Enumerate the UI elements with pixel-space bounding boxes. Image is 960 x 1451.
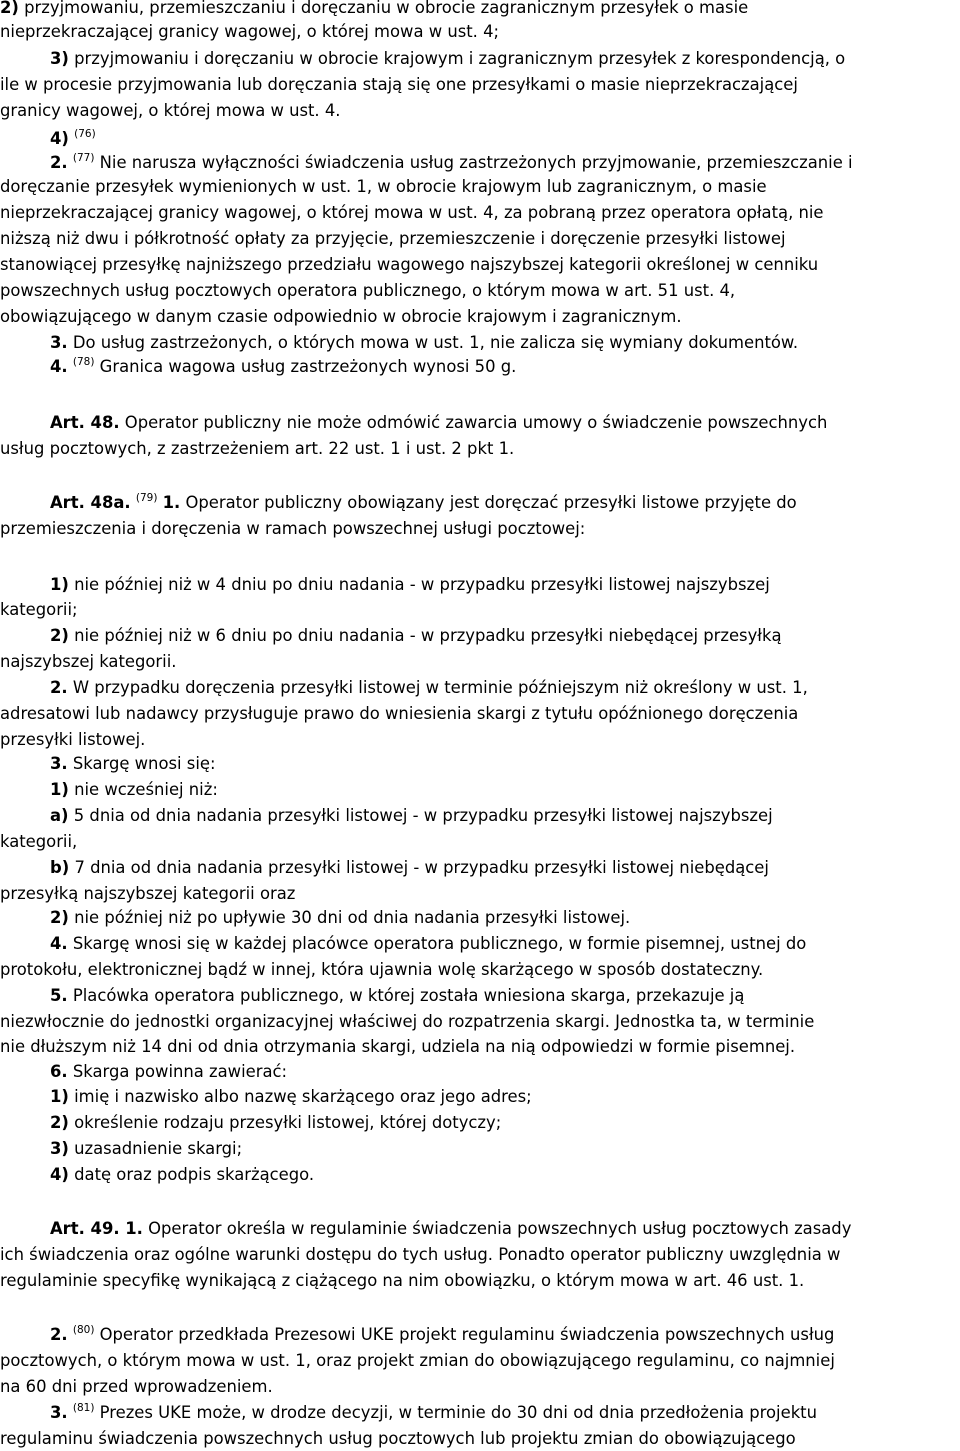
text-run: Prezes UKE może, w drodze decyzji, w terminie do 30 dni od dnia przedłożenia projektu	[94, 1403, 818, 1422]
text-line	[50, 752, 215, 776]
bold-marker: 4)	[50, 129, 69, 148]
text-line	[50, 1060, 287, 1084]
text-line	[0, 650, 176, 674]
text-run: 5 dnia od dnia nadania przesyłki listowej - w przypadku przesyłki listowej najszybszej	[68, 806, 773, 825]
text-line	[0, 728, 145, 752]
text-line	[0, 830, 77, 854]
text-run: przesyłką najszybszej kategorii oraz	[0, 884, 296, 903]
text-line	[50, 1323, 834, 1347]
text-line	[50, 411, 827, 435]
text-line	[50, 676, 808, 700]
text-line	[0, 279, 735, 303]
text-run: powszechnych usług pocztowych operatora publicznego, o którym mowa w art. 51 ust. 4,	[0, 281, 736, 300]
text-run: imię i nazwisko albo nazwę skarżącego oraz jego adres;	[68, 1087, 532, 1106]
text-run: kategorii,	[0, 832, 78, 851]
text-line	[50, 984, 744, 1008]
text-line	[0, 598, 78, 622]
text-run: datę oraz podpis skarżącego.	[68, 1165, 315, 1184]
text-line	[50, 1163, 314, 1187]
text-run: Operator publiczny nie może odmówić zawarcia umowy o świadczenie powszechnych	[119, 413, 828, 432]
text-run: niższą niż dwu i półkrotność opłaty za przyjęcie, przemieszczenie i doręczenie przesyłki listowej	[0, 229, 786, 248]
text-run: regulaminu świadczenia powszechnych usług pocztowych lub projektu zmian do obowiązującego	[0, 1429, 796, 1448]
text-run: ile w procesie przyjmowania lub doręczania stają się one przesyłkami o masie nieprzekraczającej	[0, 75, 798, 94]
text-run: przyjmowaniu i doręczaniu w obrocie krajowym i zagranicznym przesyłek z korespondencją, o	[68, 49, 846, 68]
bold-marker: 2.	[50, 153, 68, 172]
text-run: stanowiącej przesyłkę najniższego przedziału wagowego najszybszej kategorii określonej w cenniku	[0, 255, 819, 274]
footnote-ref: (81)	[72, 1402, 95, 1414]
text-line	[50, 1085, 532, 1109]
text-line	[0, 20, 499, 44]
bold-marker: 4)	[50, 1165, 69, 1184]
bold-marker: 4.	[50, 357, 68, 376]
bold-marker: 1)	[50, 1087, 69, 1106]
text-line	[0, 253, 818, 277]
text-line	[0, 73, 798, 97]
text-run: przemieszczenia i doręczenia w ramach powszechnej usługi pocztowej:	[0, 519, 586, 538]
bold-marker: 2.	[50, 1325, 68, 1344]
text-run: na 60 dni przed wprowadzeniem.	[0, 1377, 273, 1396]
bold-marker: Art. 48.	[50, 413, 120, 432]
text-run: 7 dnia od dnia nadania przesyłki listowej - w przypadku przesyłki listowej niebędącej	[69, 858, 769, 877]
text-run: Placówka operatora publicznego, w której została wniesiona skarga, przekazuje ją	[67, 986, 745, 1005]
text-run: regulaminie specyfikę wynikającą z ciążącego na nim obowiązku, o którym mowa w art. 46 ust. 1.	[0, 1271, 805, 1290]
text-run: przesyłki listowej.	[0, 730, 146, 749]
text-line	[50, 573, 770, 597]
bold-marker: 5.	[50, 986, 68, 1005]
text-line	[50, 47, 845, 71]
text-line	[50, 1137, 242, 1161]
text-run: adresatowi lub nadawcy przysługuje prawo do wniesienia skargi z tytułu opóźnionego doręczenia	[0, 704, 799, 723]
text-line	[0, 958, 763, 982]
text-run: Skarga powinna zawierać:	[67, 1062, 288, 1081]
text-run: Nie narusza wyłączności świadczenia usług zastrzeżonych przyjmowanie, przemieszczanie i	[94, 153, 853, 172]
bold-marker: 3)	[50, 49, 69, 68]
bold-marker: 1)	[50, 780, 69, 799]
text-line	[50, 804, 773, 828]
bold-marker: Art. 49. 1.	[50, 1219, 143, 1238]
text-run: Granica wagowa usług zastrzeżonych wynosi 50 g.	[94, 357, 517, 376]
text-run: usług pocztowych, z zastrzeżeniem art. 22 ust. 1 i ust. 2 pkt 1.	[0, 439, 515, 458]
text-line	[50, 778, 218, 802]
bold-marker: 2)	[50, 1113, 69, 1132]
text-line	[50, 355, 516, 379]
text-run: pocztowych, o którym mowa w ust. 1, oraz projekt zmian do obowiązującego regulaminu, co najmniej	[0, 1351, 835, 1370]
bold-marker: 1)	[50, 575, 69, 594]
text-line	[50, 906, 630, 930]
text-run: przyjmowaniu, przemieszczaniu i doręczaniu w obrocie zagranicznym przesyłek o masie	[18, 0, 749, 17]
text-line	[0, 1427, 796, 1451]
text-line	[50, 127, 96, 151]
text-line	[50, 331, 798, 355]
bold-marker: 2)	[0, 0, 19, 17]
bold-marker: 3.	[50, 1403, 68, 1422]
text-run: nie później niż w 6 dniu po dniu nadania - w przypadku przesyłki niebędącej przesyłką	[68, 626, 782, 645]
text-run: nieprzekraczającej granicy wagowej, o której mowa w ust. 4;	[0, 22, 500, 41]
bold-marker: 3)	[50, 1139, 69, 1158]
footnote-ref: (78)	[72, 356, 95, 368]
bold-marker: 1.	[162, 493, 181, 512]
text-line	[0, 227, 786, 251]
text-line	[0, 1349, 835, 1373]
bold-marker: 4.	[50, 934, 68, 953]
text-run: Skargę wnosi się:	[67, 754, 216, 773]
text-run: obowiązującego w danym czasie odpowiednio w obrocie krajowym i zagranicznym.	[0, 307, 682, 326]
text-run: nie wcześniej niż:	[68, 780, 218, 799]
text-line	[50, 856, 769, 880]
text-run: Operator przedkłada Prezesowi UKE projekt regulaminu świadczenia powszechnych usług	[94, 1325, 835, 1344]
text-line	[0, 99, 341, 123]
text-line	[0, 517, 585, 541]
bold-marker: b)	[50, 858, 70, 877]
text-line	[0, 1035, 795, 1059]
text-line	[50, 151, 853, 175]
text-line	[50, 491, 797, 515]
text-line	[0, 1243, 840, 1267]
text-run: nieprzekraczającej granicy wagowej, o której mowa w ust. 4, za pobraną przez operatora opłatą, nie	[0, 203, 824, 222]
text-run: uzasadnienie skargi;	[68, 1139, 243, 1158]
text-run: nie później niż w 4 dniu po dniu nadania - w przypadku przesyłki listowej najszybszej	[68, 575, 770, 594]
text-run: doręczanie przesyłek wymienionych w ust. 1, w obrocie krajowym lub zagranicznym, o masie	[0, 177, 767, 196]
text-line	[0, 702, 798, 726]
bold-marker: 2.	[50, 678, 68, 697]
bold-marker: 3.	[50, 333, 68, 352]
text-line	[0, 305, 682, 329]
text-run: W przypadku doręczenia przesyłki listowej w terminie późniejszym niż określony w ust. 1,	[67, 678, 808, 697]
bold-marker: 2)	[50, 626, 69, 645]
text-line	[50, 1217, 851, 1241]
bold-marker: Art. 48a.	[50, 493, 131, 512]
text-run: Operator publiczny obowiązany jest doręczać przesyłki listowe przyjęte do	[180, 493, 797, 512]
footnote-ref: (77)	[72, 152, 95, 164]
footnote-ref: (76)	[74, 128, 96, 140]
text-run: niezwłocznie do jednostki organizacyjnej właściwej do rozpatrzenia skargi. Jednostka ta, w terminie	[0, 1012, 815, 1031]
text-line	[50, 624, 782, 648]
text-run: najszybszej kategorii.	[0, 652, 177, 671]
footnote-ref: (79)	[135, 492, 158, 504]
text-run: Do usług zastrzeżonych, o których mowa w ust. 1, nie zalicza się wymiany dokumentów.	[67, 333, 799, 352]
text-line	[0, 1375, 273, 1399]
text-line	[50, 1111, 501, 1135]
text-line	[0, 437, 514, 461]
text-run: nie dłuższym niż 14 dni od dnia otrzymania skargi, udziela na nią odpowiedzi w formie pisemnej.	[0, 1037, 796, 1056]
text-run: protokołu, elektronicznej bądź w innej, która ujawnia wolę skarżącego w sposób dostateczny.	[0, 960, 764, 979]
footnote-ref: (80)	[72, 1324, 95, 1336]
text-run: określenie rodzaju przesyłki listowej, której dotyczy;	[68, 1113, 502, 1132]
text-line	[50, 1401, 817, 1425]
text-run: nie później niż po upływie 30 dni od dnia nadania przesyłki listowej.	[68, 908, 631, 927]
bold-marker: 6.	[50, 1062, 68, 1081]
text-line	[50, 932, 806, 956]
bold-marker: a)	[50, 806, 69, 825]
text-line	[0, 882, 295, 906]
text-run: ich świadczenia oraz ogólne warunki dostępu do tych usług. Ponadto operator publiczny uwzględnia w	[0, 1245, 841, 1264]
text-line	[0, 201, 824, 225]
text-line	[0, 175, 767, 199]
text-line	[0, 0, 748, 20]
text-run: Operator określa w regulaminie świadczenia powszechnych usług pocztowych zasady	[142, 1219, 852, 1238]
text-run: kategorii;	[0, 600, 78, 619]
text-run: granicy wagowej, o której mowa w ust. 4.	[0, 101, 341, 120]
bold-marker: 2)	[50, 908, 69, 927]
text-line	[0, 1010, 814, 1034]
text-line	[0, 1269, 804, 1293]
text-run: Skargę wnosi się w każdej placówce operatora publicznego, w formie pisemnej, ustnej do	[67, 934, 807, 953]
bold-marker: 3.	[50, 754, 68, 773]
